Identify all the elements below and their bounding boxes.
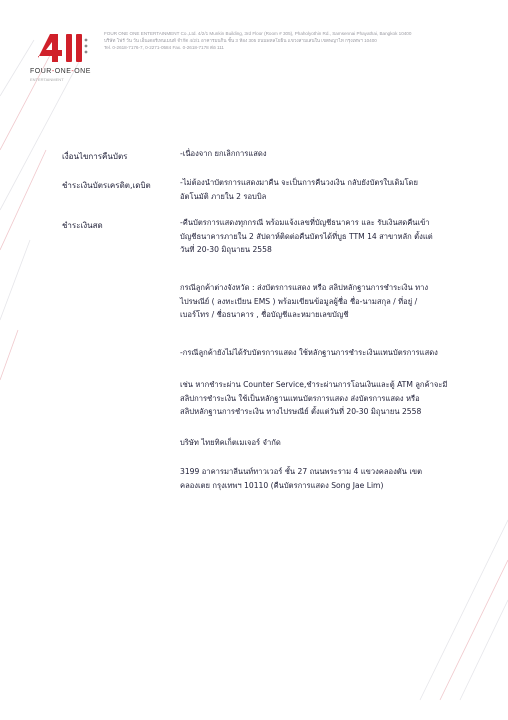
header-line: FOUR ONE ONE ENTERTAINMENT Co.,Ltd. 4/2/1 Munkin Building, 3rd Floor (Room # 305), Phaholyothin Rd., Samsennai Phayathai, Bangkok 10400 <box>104 31 412 36</box>
text-line: สลิปการชำระเงิน ใช้เป็นหลักฐานแทนบัตรการแสดง ส่งบัตรการแสดง หรือ <box>180 393 420 403</box>
logo-subtitle: ENTERTAINMENT <box>30 77 64 82</box>
section-label-credit-debit: ชำระเงินบัตรเครดิต,เดบิต <box>62 181 151 190</box>
text-line: วันที่ 20-30 มิถุนายน 2558 <box>180 245 272 254</box>
text-line: เบอร์โทร / ชื่อธนาคาร , ชื่อบัญชีและหมายเลขบัญชี <box>180 310 349 319</box>
text-line: บริษัท ไทยทิคเก็ตเมเจอร์ จำกัด <box>180 438 281 447</box>
text-line: บัญชีธนาคารภายใน 2 สัปดาห์ติดต่อคืนบัตรได้ที่บูธ TTM 14 สาขาหลัก ตั้งแต่ <box>180 231 433 241</box>
header-line: Tel. 0-2618-7176-7, 0-2271-0584 Fax. 0-2618-7178 ต่อ 111 <box>104 45 224 50</box>
section-text-credit-debit <box>180 176 480 203</box>
section-label-refund-conditions: เงื่อนไขการคืนบัตร <box>62 152 128 161</box>
text-line: อัตโนมัติ ภายใน 2 รอบบิล <box>180 191 267 201</box>
text-line: ไปรษณีย์ ( ลงทะเบียน EMS ) พร้อมเขียนข้อมูลผู้ชื่อ ชื่อ-นามสกุล / ที่อยู่ / <box>180 296 418 306</box>
company-logo <box>30 30 92 82</box>
section-text-address <box>180 465 480 492</box>
section-text-refund-conditions <box>180 147 480 161</box>
text-line: คลองเตย กรุงเทพฯ 10110 (คืนบัตรการแสดง Song Jae Lim) <box>180 480 384 490</box>
section-text-company <box>180 436 480 450</box>
text-line: กรณีลูกค้าต่างจังหวัด : ส่งบัตรการแสดง หรือ สลิปหลักฐานการชำระเงิน ทาง <box>180 283 429 292</box>
section-label-cash: ชำระเงินสด <box>62 221 103 230</box>
logo-wordmark: FOUR-ONE-ONE <box>30 68 91 75</box>
logo-411-mark <box>36 30 92 66</box>
text-line: สลิปหลักฐานการชำระเงิน ทางไปรษณีย์ ตั้งแต่วันที่ 20-30 มิถุนายน 2558 <box>180 407 422 416</box>
text-line: 3199 อาคารมาลีนนท์ทาวเวอร์ ชั้น 27 ถนนพระราม 4 แขวงคลองตัน เขต <box>180 467 423 476</box>
section-text-cash-p1 <box>180 216 480 257</box>
text-line: -เนื่องจาก ยกเลิกการแสดง <box>180 149 267 158</box>
section-text-cash-p2 <box>180 281 480 322</box>
section-text-cash-p3 <box>180 346 480 360</box>
text-line: -คืนบัตรการแสดงทุกกรณี พร้อมแจ้งเลขที่บัญชีธนาคาร และ รับเงินสดคืนเข้า <box>180 218 430 227</box>
section-text-cash-p4 <box>180 378 480 419</box>
company-address-header <box>104 30 494 51</box>
text-line: -ไม่ต้องนำบัตรการแสดงมาคืน จะเป็นการคืนวงเงิน กลับยังบัตรใบเดิมโดย <box>180 178 418 187</box>
header-line: บริษัท โฟร์ วัน วัน เอ็นเตอร์เทนเมนท์ จำกัด 4/2/1 อาคารมนกิน ชั้น 3 ห้อง 305 ถนนพหลโยธิน แขวงสามเสนใน เขตพญาไท กรุงเทพฯ 10400 <box>104 38 377 43</box>
text-line: เช่น หากชำระผ่าน Counter Service,ชำระผ่านการโอนเงินและตู้ ATM ลูกค้าจะมี <box>180 380 448 389</box>
text-line: -กรณีลูกค้ายังไม่ได้รับบัตรการแสดง ใช้หลักฐานการชำระเงินแทนบัตรการแสดง <box>180 348 438 357</box>
